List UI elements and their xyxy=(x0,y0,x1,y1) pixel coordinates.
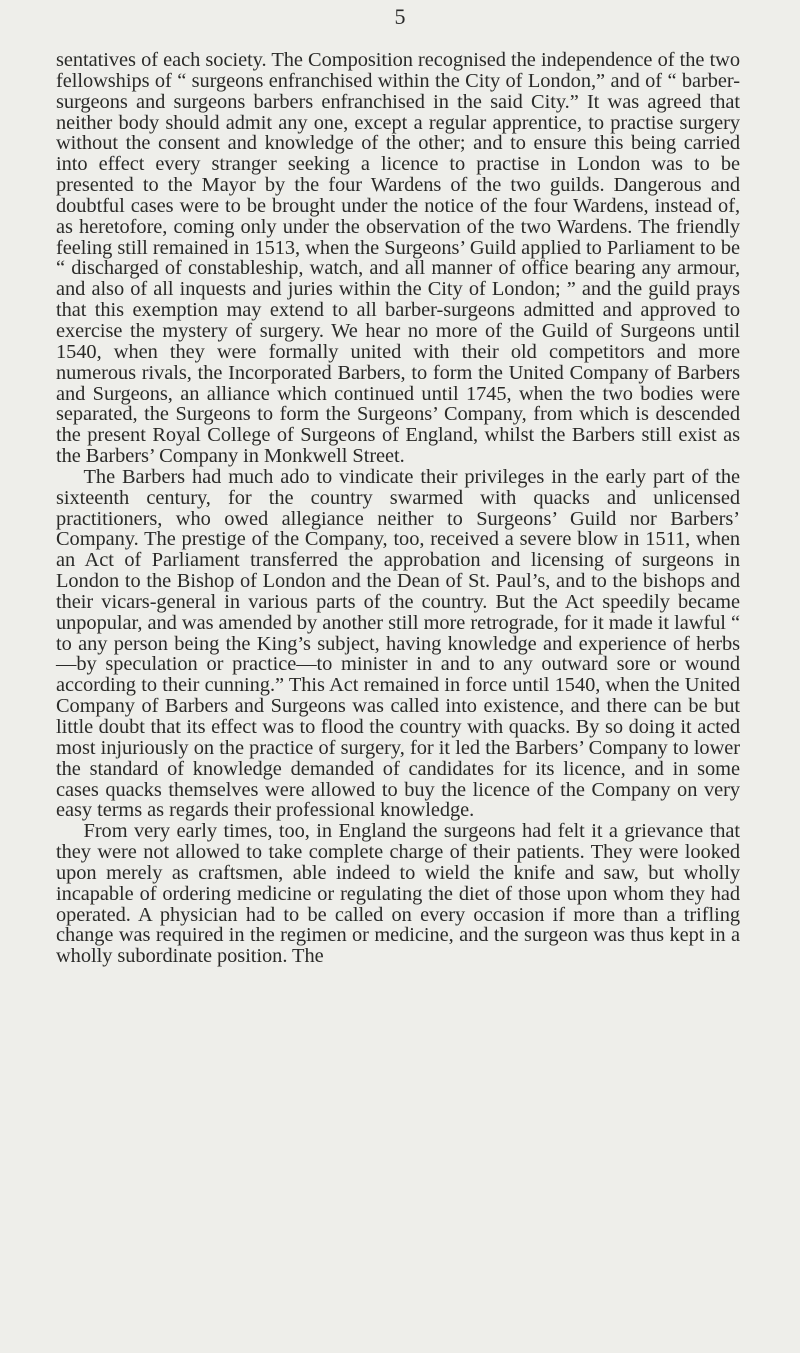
body-text xyxy=(56,50,740,967)
paragraph-3: From very early times, too, in England the surgeons had felt it a grievance that they were not allowed to take complete charge of their patients. They were looked upon merely as craftsmen, able indeed to wield the knife and saw, but wholly incapable of ordering medicine or regulating the diet of those upon whom they had operated. A physician had to be called on every occasion if more than a trifling change was required in the regimen or medicine, and the surgeon was thus kept in a wholly subordinate position. The xyxy=(56,820,740,968)
paragraph-2: The Barbers had much ado to vindicate their privileges in the early part of the sixteenth century, for the country swarmed with quacks and unlicensed practitioners, who owed allegiance neither to Surgeons’ Guild nor Barbers’ Company. The prestige of the Company, too, received a severe blow in 1511, when an Act of Parliament transferred the approbation and licensing of surgeons in London to the Bishop of London and the Dean of St. Paul’s, and to the bishops and their vicars-general in various parts of the country. But the Act speedily became unpopular, and was amended by another still more retrograde, for it made it lawful “ to any person being the King’s subject, having knowledge and experience of herbs—by speculation or practice—to minister in and to any outward sore or wound according to their cunning.” This Act remained in force until 1540, when the United Company of Barbers and Surgeons was called into existence, and there can be but little doubt that its effect was to flood the country with quacks. By so doing it acted most injuriously on the practice of surgery, for it led the Barbers’ Company to lower the standard of knowledge demanded of candidates for its licence, and in some cases quacks themselves were allowed to buy the licence of the Company on very easy terms as regards their professional knowledge. xyxy=(56,465,740,822)
page-number: 5 xyxy=(394,4,406,29)
paragraph-1: sentatives of each society. The Composition recognised the independence of the two fellowships of “ surgeons enfranchised within the City of London,” and of “ barber-surgeons and surgeons barbers enfranchised in the said City.” It was agreed that neither body should admit any one, except a regular apprentice, to practise surgery without the consent and knowledge of the other; and to ensure this being carried into effect every stranger seeking a licence to practise in London was to be presented to the Mayor by the four Wardens of the two guilds. Dangerous and doubtful cases were to be brought under the notice of the four Wardens, instead of, as heretofore, coming only under the observation of the two Wardens. The friendly feeling still remained in 1513, when the Surgeons’ Guild applied to Parliament to be “ discharged of constableship, watch, and all manner of office bearing any armour, and also of all inquests and juries within the City of London; ” and the guild prays that this exemption may extend to all barber-surgeons admitted and approved to exercise the mystery of surgery. We hear no more of the Guild of Surgeons until 1540, when they were formally united with their old competitors and more numerous rivals, the Incorporated Barbers, to form the United Company of Barbers and Surgeons, an alliance which continued until 1745, when the two bodies were separated, the Surgeons to form the Surgeons’ Company, from which is descended the present Royal College of Surgeons of England, whilst the Barbers still exist as the Barbers’ Company in Monkwell Street. xyxy=(56,49,740,468)
